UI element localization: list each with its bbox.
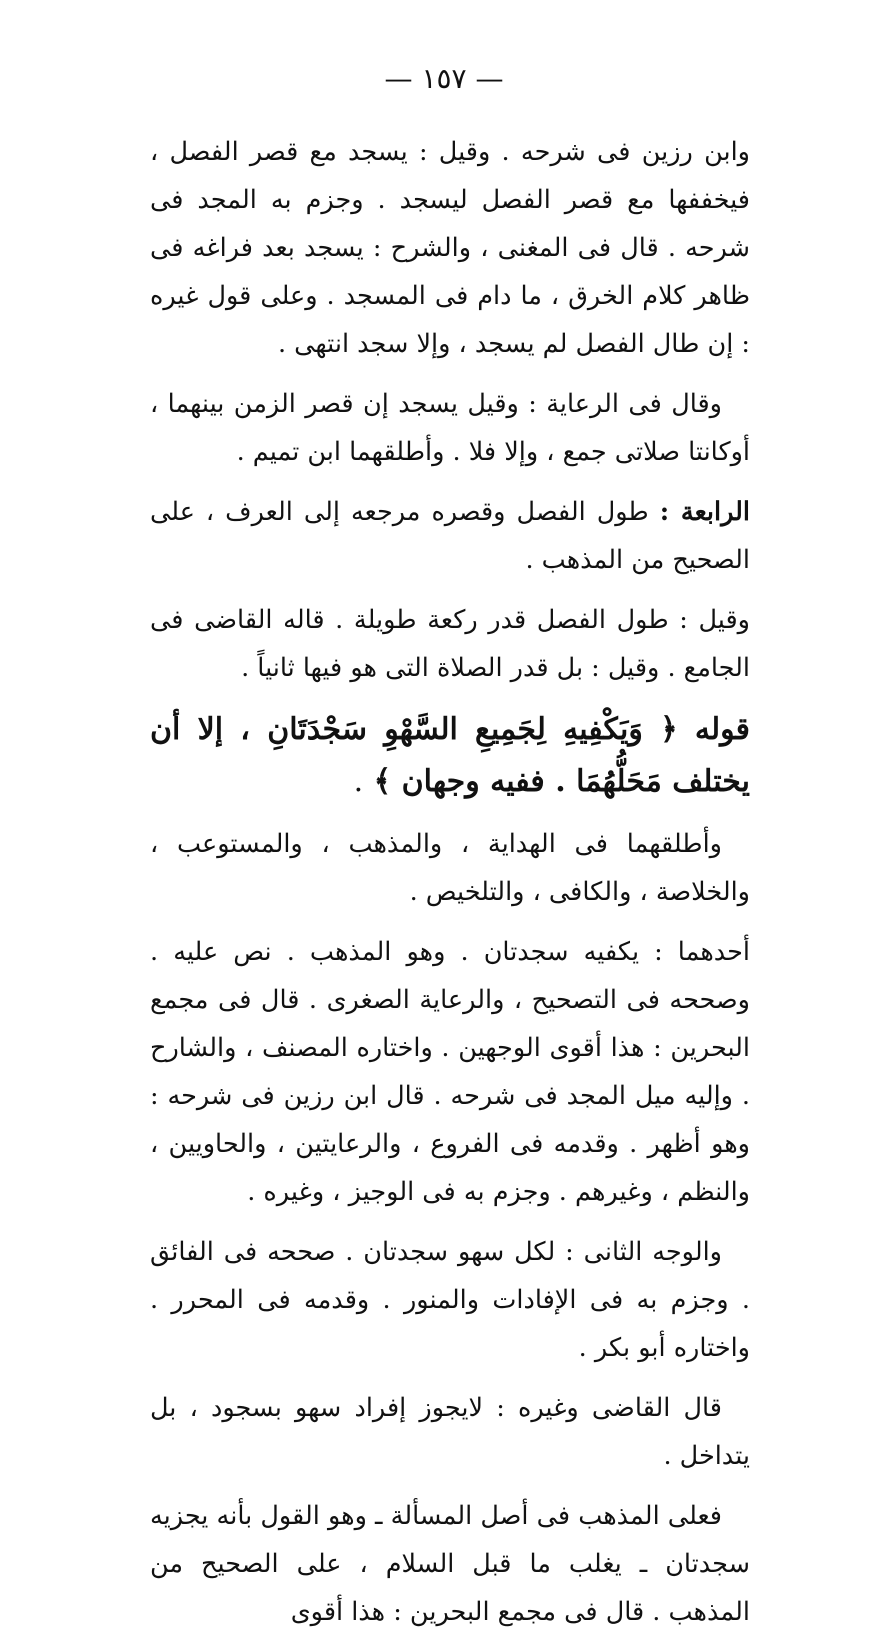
page-number: — ١٥٧ — — [384, 62, 504, 95]
paragraph-8: قال القاضى وغيره : لايجوز إفراد سهو بسجود ، بل يتداخل . — [150, 1393, 750, 1471]
paragraph-6: أحدهما : يكفيه سجدتان . وهو المذهب . نص عليه . وصححه فى التصحيح ، والرعاية الصغرى . قال فى مجمع البحرين : هذا أقوى الوجهين . واختاره المصنف ، والشارح . وإليه ميل المجد فى شرحه . قال ابن رزين فى شرحه : وهو أظهر . وقدمه فى الفروع ، والرعايتين ، والحاويين ، والنظم ، وغيرهم . وجزم به فى الوجيز ، وغيره . — [150, 937, 750, 1207]
paragraph-7: والوجه الثانى : لكل سهو سجدتان . صححه فى الفائق . وجزم به فى الإفادات والمنور . وقدمه فى المحرر . واختاره أبو بكر . — [150, 1237, 750, 1363]
quoted-text-period: . — [353, 764, 364, 799]
body-text — [150, 128, 750, 1648]
paragraph-5: وأطلقهما فى الهداية ، والمذهب ، والمستوعب ، والخلاصة ، والكافى ، والتلخيص . — [150, 829, 750, 907]
paragraph-3 — [150, 488, 750, 584]
paragraph-1: وابن رزين فى شرحه . وقيل : يسجد مع قصر الفصل ، فيخففها مع قصر الفصل ليسجد . وجزم به المجد فى شرحه . قال فى المغنى ، والشرح : يسجد بعد فراغه فى ظاهر كلام الخرق ، ما دام فى المسجد . وعلى قول غيره : إن طال الفصل لم يسجد ، وإلا سجد انتهى . — [150, 137, 750, 359]
paragraph-3-text: طول الفصل وقصره مرجعه إلى العرف ، على الصحيح من المذهب . — [150, 497, 750, 575]
quoted-text — [150, 704, 750, 808]
paragraph-9: فعلى المذهب فى أصل المسألة ـ وهو القول بأنه يجزيه سجدتان ـ يغلب ما قبل السلام ، على الصحيح من المذهب . قال فى مجمع البحرين : هذا أقوى — [150, 1501, 750, 1627]
paragraph-2: وقال فى الرعاية : وقيل يسجد إن قصر الزمن بينهما ، أوكانتا صلاتى جمع ، وإلا فلا . وأطلقهما ابن تميم . — [150, 389, 750, 467]
paragraph-4: وقيل : طول الفصل قدر ركعة طويلة . قاله القاضى فى الجامع . وقيل : بل قدر الصلاة التى هو فيها ثانياً . — [150, 605, 750, 683]
fourth-label: الرابعة : — [659, 497, 750, 527]
quoted-text-body: قوله ﴿ وَيَكْفِيهِ لِجَمِيعِ السَّهْوِ سَجْدَتَانِ ، إلا أن يختلف مَحَلُّهُمَا . ففيه وجهان ﴾ — [150, 712, 750, 799]
